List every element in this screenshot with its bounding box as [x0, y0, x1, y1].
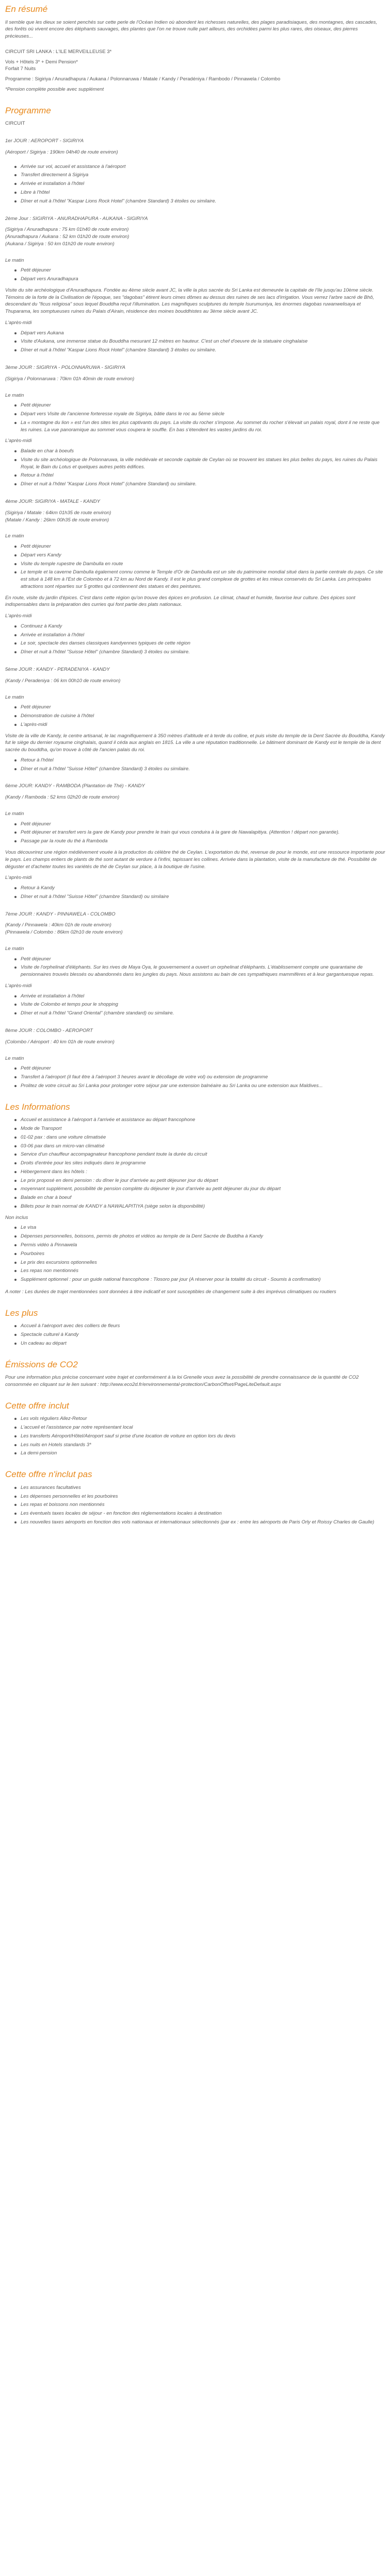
block-label: L'après-midi — [5, 438, 32, 444]
programme-heading: Programme — [5, 105, 51, 115]
list-item: Arrivée sur vol, accueil et assistance à l'aéroport — [14, 163, 386, 171]
block-label: L'après-midi — [5, 319, 32, 326]
list-item: Supplément optionnel : pour un guide national francophone : Tlosoro par jour (A réserver pour la totalité du circuit - Soumis à confirmation) — [14, 1276, 386, 1283]
list-item: Retour à Kandy — [14, 885, 386, 892]
day-route: (Matale / Kandy : 26km 00h35 de route environ) — [5, 517, 109, 523]
list-item: Balade en char à boeufs — [14, 448, 386, 455]
info-note: A noter : Les durées de trajet mentionnées sont données à titre indicatif et sont susceptibles de changement suite à des imprévus climatiques ou routiers — [5, 1289, 336, 1295]
list-item: Le prix des excursions optionnelles — [14, 1259, 386, 1266]
summary-intro: Il semble que les dieux se soient penchés sur cette perle de l'Océan Indien où abondent les richesses naturelles, des plages paradisiaques, des montagnes, des cascades, des forêts où vivent encore des éléphants sauvages, des plantes que l'on ne trouve nulle part ailleurs, des orchidées parmi les plus rares, des oiseaux, des pierres précieuses... — [5, 19, 378, 40]
list-item: 01-02 pax : dans une voiture climatisée — [14, 1134, 386, 1141]
list-item: Accueil à l'aéroport avec des colliers de fleurs — [14, 1323, 386, 1330]
programme-circuit-label: CIRCUIT — [5, 121, 25, 127]
day-items — [5, 267, 386, 283]
day-title: 7ème JOUR : KANDY - PINNAWELA - COLOMBO — [5, 911, 116, 917]
day-items — [5, 1065, 386, 1089]
info-list — [5, 1116, 386, 1210]
block-label: L'après-midi — [5, 613, 32, 619]
list-item: Les vols réguliers Allez-Retour — [14, 1415, 386, 1422]
summary-heading: En résumé — [5, 4, 48, 14]
offer-includes-list — [5, 1415, 386, 1457]
plus-section — [5, 1307, 386, 1347]
day-block — [5, 215, 386, 354]
day-items — [5, 163, 386, 205]
day-route: (Aukana / Sigiriya : 50 km 01h20 de route environ) — [5, 241, 115, 247]
day-items — [5, 757, 386, 773]
list-item: Départ vers Kandy — [14, 552, 386, 559]
block-label: Le matin — [5, 533, 24, 539]
block-label: Le matin — [5, 257, 24, 263]
list-item: Les repas non mentionnés — [14, 1267, 386, 1275]
list-item: Transfert directement à Sigiriya — [14, 172, 386, 179]
co2-heading: Émissions de CO2 — [5, 1359, 78, 1369]
day-route: (Sigiriya / Polonnaruwa : 70km 01h 40min de route environ) — [5, 376, 135, 382]
list-item: Petit déjeuner — [14, 956, 386, 963]
list-item: Permis vidéo à Pinnawela — [14, 1242, 386, 1249]
list-item: Pourboires — [14, 1250, 386, 1258]
list-item: Petit déjeuner — [14, 821, 386, 828]
list-item: Petit déjeuner — [14, 1065, 386, 1072]
list-item: Visite de Colombo et temps pour le shopping — [14, 1001, 386, 1008]
list-item: La demi-pension — [14, 1450, 386, 1457]
day-items — [5, 448, 386, 488]
list-item: Les dépenses personnelles et les pourboires — [14, 1493, 386, 1500]
day-route: (Sigiriya / Matale : 64km 01h35 de route environ) — [5, 510, 111, 516]
list-item: Le soir, spectacle des danses classiques kandyennes typiques de cette région — [14, 640, 386, 647]
list-item: Retour à l'hôtel — [14, 757, 386, 764]
day-route: (Pinnawela / Colombo : 86km 02h10 de route environ) — [5, 929, 123, 936]
list-item: Continuez à Kandy — [14, 623, 386, 630]
day-title: 8ème JOUR : COLOMBO - AEROPORT — [5, 1028, 93, 1034]
day-block — [5, 911, 386, 1017]
day-block — [5, 666, 386, 772]
list-item: Le visa — [14, 1224, 386, 1231]
list-item: Un cadeau au départ — [14, 1340, 386, 1347]
day-route: (Kandy / Pinnawela : 40km 01h de route environ) — [5, 922, 111, 928]
offer-includes-section — [5, 1400, 386, 1457]
spacer — [5, 156, 386, 161]
day-route: (Colombo / Aéroport : 40 km 01h de route environ) — [5, 1039, 115, 1045]
list-item: Visite d'Aukana, une immense statue du Bouddha mesurant 12 mètres en hauteur. C'est un chef d'oeuvre de la statuaire cinghalaise — [14, 338, 386, 345]
list-item: Les repas et boissons non mentionnés — [14, 1501, 386, 1509]
day-title: 2ème Jour : SIGIRIYA - ANURADHAPURA - AUKANA - SIGIRIYA — [5, 215, 148, 222]
plus-list — [5, 1323, 386, 1347]
day-title: 3ème JOUR : SIGIRIYA - POLONNARUWA - SIGIRIYA — [5, 365, 125, 371]
list-item: Transfert à l'aéroport (il faut être à l'aéroport 3 heures avant le décollage de votre vol) ou extension de programme — [14, 1074, 386, 1081]
day-items — [5, 704, 386, 728]
day-route: (Kandy / Ramboda : 52 kms 02h20 de route environ) — [5, 794, 120, 801]
list-item: Dîner et nuit à l'hôtel "Kaspar Lions Rock Hotel" (chambre Standard) 3 étoiles ou similaire. — [14, 198, 386, 205]
spacer — [5, 936, 386, 941]
list-item: Les éventuels taxes locales de séjour - en fonction des réglementations locales à destination — [14, 1510, 386, 1517]
day-items — [5, 330, 386, 354]
day-paragraph: Vous découvrirez une région médiévement vouée à la production du célèbre thé de Ceylan. L'exportation du thé, revenue de pour le monde, est une ressource importante pour le pays. Les champs entiers de plants de thé sont autant de verdure à l'infini, tapissant les collines. Arrivée dans la plantation, visite de la manufacture de thé. Possibilité de déguster et d'acheter toutes les variétés de thé de Ceylan sur place, à la boutique de l'usine. — [5, 850, 385, 870]
list-item: Hébergement dans les hôtels : — [14, 1168, 386, 1176]
spacer — [5, 1046, 386, 1051]
list-item: 03-06 pax dans un micro-van climatisé — [14, 1143, 386, 1150]
itinerary-document — [5, 3, 386, 1526]
day-paragraph: Visite du site archéologique d'Anuradhapura. Fondée au 4ème siècle avant JC, la ville la plus sacrée du Sri Lanka est demeurée la capitale de l'île jusqu'au 10ème siècle. Témoins de la forte de la Civilisation de l'époque, ses "dagobas" étirent leurs cimes dômes au dessus des ruines de ses lacs d'irrigation. Vous verrez l'arbre sacré de Bhô, descendant du "ficus religiosa" sous lequel Bouddha reçut l'illumination. Les magnifiques sculptures du temple Isurumuniya, les énormes dagobas ruwanwelisaya et Thuparama, les somptueuses ruines du Palais d'Airain, résidence des moines bouddhistes au 3ème siècle avant JC. — [5, 287, 374, 315]
list-item: Petit déjeuner — [14, 543, 386, 550]
list-item: Arrivée et installation à l'hôtel — [14, 180, 386, 188]
offer-excludes-list — [5, 1484, 386, 1526]
co2-text[interactable]: Pour une information plus précise concernant votre trajet et conformément à la loi Grenelle vous avez la possibilité de prendre connaissance de la quantité de CO2 consommée en cliquant sur le lien suivant : http://www.eco2d.fr/environnemental-protection/CarbonOffset/PageLiteDefault.aspx — [5, 1375, 359, 1387]
list-item: La « montagne du lion » est l'un des sites les plus captivants du pays. La visite du rocher s'impose. Au sommet du rocher s'élevait un palais royal, dont il ne reste que les ruines. La vue panoramique au sommet vous coupera le souffle. En bas s'étendent les vastes jardins du roi. — [14, 419, 386, 434]
list-item: Dîner et nuit à l'hôtel "Suisse Hôtel" (chambre Standard) ou similaire — [14, 893, 386, 901]
block-label: L'après-midi — [5, 875, 32, 881]
list-item: Billets pour le train normal de KANDY à NAWALAPITIYA (siège selon la disponibilité) — [14, 1203, 386, 1210]
block-label: Le matin — [5, 392, 24, 398]
list-item: moyennant supplément, possibilité de pension complète du déjeuner le jour d'arrivée au petit déjeuner du jour du départ — [14, 1185, 386, 1193]
list-item: Dîner et nuit à l'hôtel "Kaspar Lions Rock Hotel" (chambre Standard) 3 étoiles ou similaire. — [14, 347, 386, 354]
co2-section — [5, 1359, 386, 1388]
day-items — [5, 623, 386, 656]
list-item: Les nuits en Hotels standards 3* — [14, 1442, 386, 1449]
day-block — [5, 783, 386, 900]
circuit-flights-hotels: Vols + Hôtels 3* + Demi Pension* — [5, 59, 78, 65]
list-item: Démonstration de cuisine à l'hôtel — [14, 713, 386, 720]
day-title: 1er JOUR : AEROPORT - SIGIRIYA — [5, 138, 84, 144]
list-item: Service d'un chauffeur accompagnateur francophone pendant toute la durée du circuit — [14, 1151, 386, 1158]
list-item: Libre à l'hôtel — [14, 189, 386, 196]
day-paragraph: En route, visite du jardin d'épices. C'est dans cette région qu'on trouve des épices en profusion. Le climat, chaud et humide, favorise leur culture. Des épices sont indispensables dans la préparation des curries qui font partie des plats nationaux. — [5, 595, 355, 608]
list-item: Retour à l'hôtel — [14, 472, 386, 479]
programme-section — [5, 105, 386, 1090]
list-item: Passage par la route du thé à Ramboda — [14, 838, 386, 845]
circuit-title: CIRCUIT SRI LANKA : L'ILE MERVEILLEUSE 3* — [5, 48, 112, 55]
list-item: Dépenses personnelles, boissons, permis de photos et vidéos au temple de la Dent Sacrée de Buddha à Kandy — [14, 1233, 386, 1240]
day-title: 4ème JOUR: SIGIRIYA - MATALE - KANDY — [5, 498, 101, 504]
list-item: Dîner et nuit à l'hôtel "Grand Oriental" (chambre standard) ou similaire. — [14, 1010, 386, 1017]
day-items — [5, 993, 386, 1017]
day-block — [5, 364, 386, 488]
list-item: Visite du site archéologique de Polonnaruwa, la ville médiévale et seconde capitale de Ceylan où se trouvent les statues les plus belles du pays, les ruines du Palais Royal, le Bain du Lotus et quelques autres petits édifices. — [14, 456, 386, 471]
list-item: Droits d'entrée pour les sites indiqués dans le programme — [14, 1160, 386, 1167]
day-items — [5, 543, 386, 590]
day-route: (Anuradhapura / Aukana : 52 km 01h20 de route environ) — [5, 234, 129, 240]
day-items — [5, 956, 386, 978]
list-item: Prolitez de votre circuit au Sri Lanka pour prolonger votre séjour par une extension balnéaire au Sri Lanka ou une extension aux Maldives... — [14, 1082, 386, 1090]
day-block — [5, 138, 386, 205]
day-items — [5, 402, 386, 433]
offer-excludes-heading: Cette offre n'inclut pas — [5, 1469, 92, 1480]
list-item: Spectacle culturel à Kandy — [14, 1331, 386, 1338]
list-item: Départ vers Anuradhapura — [14, 276, 386, 283]
list-item: Dîner et nuit à l'hôtel "Kaspar Lions Rock Hotel" (chambre Standard) ou similaire. — [14, 481, 386, 488]
day-title: 5ème JOUR : KANDY - PERADENIYA - KANDY — [5, 666, 110, 672]
day-route: (Sigiriya / Anuradhapura : 75 km 01h40 de route environ) — [5, 227, 129, 233]
list-item: Le temple et la caverne Dambulla également connu comme le Temple d'Or de Dambulla est un site du patrimoine mondial situé dans la partie centrale du pays. Ce site est situé à 148 km à l'Est de Colombo et à 72 km au Nord de Kandy. Il est le plus grand complexe de grottes et les mieux conservés du Sri Lanka. Les principales attractions sont réparties sur 5 grottes qui contiennent des statues et des peintures. — [14, 569, 386, 590]
spacer — [5, 523, 386, 529]
block-label: Le matin — [5, 810, 24, 817]
day-items — [5, 885, 386, 901]
plus-heading: Les plus — [5, 1308, 38, 1318]
day-block — [5, 498, 386, 656]
list-item: Petit déjeuner et transfert vers la gare de Kandy pour prendre le train qui vous conduira à la gare de Nawalapitiya. (Attention ! départ non garantie). — [14, 829, 386, 836]
list-item: Les assurances facultatives — [14, 1484, 386, 1492]
spacer — [5, 248, 386, 253]
offer-includes-heading: Cette offre inclut — [5, 1400, 69, 1411]
block-label: Le matin — [5, 694, 24, 700]
list-item: Les transferts Aéroport/Hôtel/Aéroport sauf si prise d'une location de voiture en option lors du devis — [14, 1433, 386, 1440]
list-item: Mode de Transport — [14, 1125, 386, 1132]
list-item: Arrivée et installation à l'hôtel — [14, 632, 386, 639]
list-item: Arrivée et installation à l'hôtel — [14, 993, 386, 1000]
days-list — [5, 138, 386, 1089]
day-route: (Kandy / Peradeniya : 06 km 00h10 de route environ) — [5, 677, 121, 684]
spacer — [5, 383, 386, 388]
list-item: Le prix proposé en demi pension : du dîner le jour d'arrivée au petit déjeuner jour du départ — [14, 1177, 386, 1184]
offer-excludes-section — [5, 1468, 386, 1526]
list-item: Visite de l'orphelinat d'éléphants. Sur les rives de Maya Oya, le gouvernement a ouvert un orphelinat d'éléphants. L'établissement compte une quarantaine de pensionnaires trouvés blessés ou abandonnés dans les jungles du pays. Nous assistons au bain de ces sympathiques mammifères et à leur gargantuesque repas. — [14, 964, 386, 978]
circuit-pension-note: *Pension complète possible avec supplément — [5, 87, 104, 92]
list-item: Petit déjeuner — [14, 704, 386, 711]
list-item: Départ vers Visite de l'ancienne forteresse royale de Sigiriya, bâtie dans le roc au 5ème siècle — [14, 411, 386, 418]
list-item: Visite du temple rupestre de Dambulla en route — [14, 561, 386, 568]
block-label: L'après-midi — [5, 982, 32, 989]
block-label: Le matin — [5, 1055, 24, 1061]
spacer — [5, 801, 386, 806]
block-label: Le matin — [5, 945, 24, 952]
circuit-package: Forfait 7 Nuits — [5, 66, 36, 72]
day-route: (Aéroport / Sigiriya : 190km 04h40 de route environ) — [5, 149, 118, 155]
list-item: L'après-midi — [14, 721, 386, 728]
not-included-label: Non inclus — [5, 1214, 28, 1221]
day-block — [5, 1027, 386, 1090]
list-item: Les nouvelles taxes aéroports en fonction des vols nationaux et internationaux sélectionnés (par ex : entre les aéroports de Paris Orly et Roissy Charles de Gaulle) — [14, 1519, 386, 1526]
not-included-list — [5, 1224, 386, 1283]
list-item: L'accueil et l'assistance par notre représentant local — [14, 1424, 386, 1431]
spacer — [5, 685, 386, 690]
list-item: Départ vers Aukana — [14, 330, 386, 337]
info-heading: Les Informations — [5, 1101, 70, 1112]
circuit-programme: Programme : Sigiriya / Anuradhapura / Aukana / Polonnaruwa / Matale / Kandy / Peradéniya / Rambodo / Pinnawela / Colombo — [5, 76, 281, 82]
day-items — [5, 821, 386, 845]
list-item: Balade en char à boeuf — [14, 1194, 386, 1201]
list-item: Petit déjeuner — [14, 267, 386, 274]
list-item: Dîner et nuit à l'hôtel "Suisse Hôtel" (chambre Standard) 3 étoiles ou similaire. — [14, 649, 386, 656]
list-item: Accueil et assistance à l'aéroport à l'arrivée et assistance au départ francophone — [14, 1116, 386, 1124]
summary-section — [5, 3, 386, 93]
list-item: Petit déjeuner — [14, 402, 386, 409]
info-section — [5, 1101, 386, 1296]
day-title: 6ème JOUR: KANDY - RAMBODA (Plantation de Thé) - KANDY — [5, 783, 145, 789]
day-paragraph: Visite de la ville de Kandy, le centre artisanal, le lac magnifiquement à 350 mètres d'altitude et à terde du colline, et puis visite du temple de la Dent Sacrée du Bouddha, Kandy fut le siège du dernier royaume cinghalais, quand il céda aux anglais en 1815. La ville a une réputation traditionnelle. Le bâtiment dominant de Kandy est le temple de la dent sacrée du bouddha, qu'on trouve à côté de l'ancien palais du roi. — [5, 733, 385, 753]
list-item: Dîner et nuit à l'hôtel "Suisse Hôtel" (chambre Standard) 3 étoiles ou similaire. — [14, 766, 386, 773]
